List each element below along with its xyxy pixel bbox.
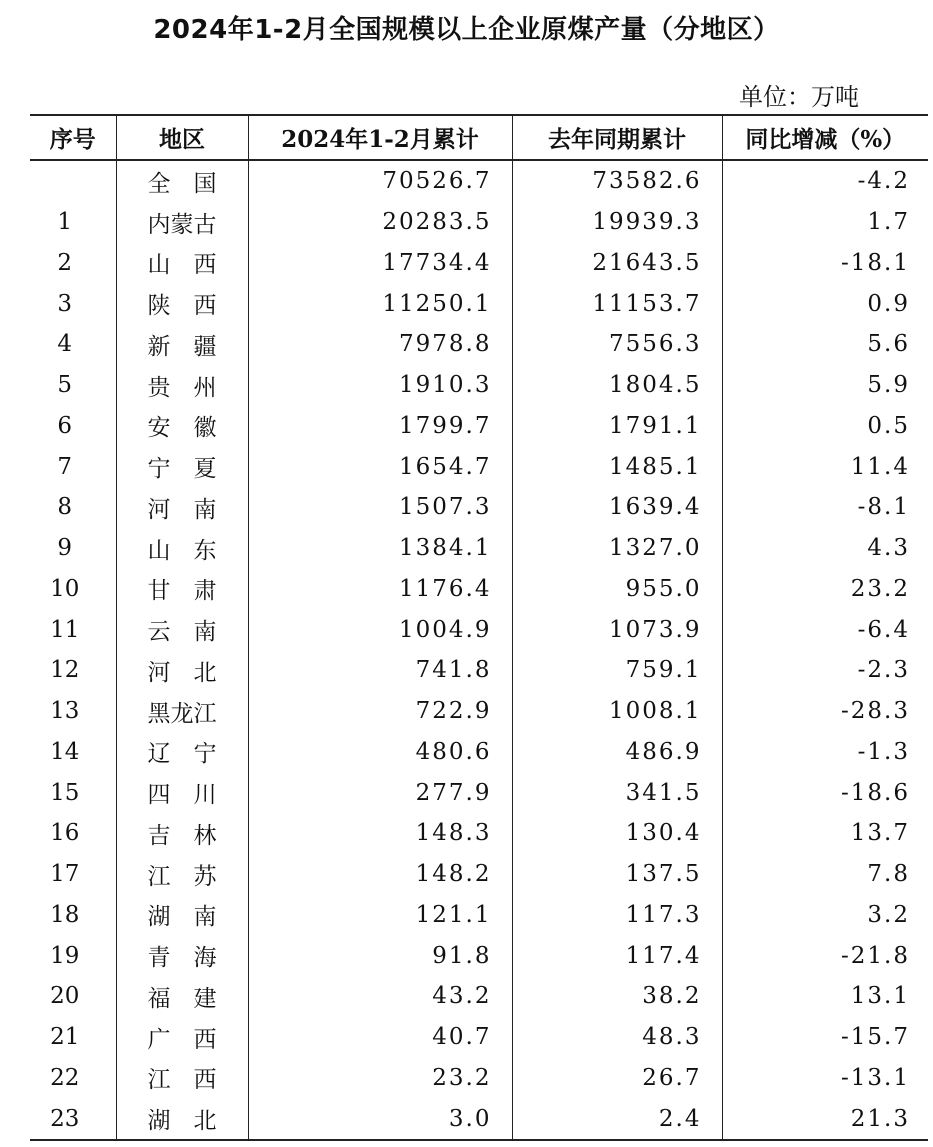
cell-seq: 8: [57, 494, 73, 521]
cell-seq: 11: [50, 616, 80, 643]
cell-seq: 10: [50, 575, 80, 602]
cell-change: 23.2: [722, 569, 928, 610]
cell-current: 1910.3: [248, 365, 512, 406]
cell-region: 黑龙江: [116, 691, 248, 732]
table-row: [30, 569, 928, 610]
cell-change: 3.2: [722, 895, 928, 936]
table-row: [30, 1098, 928, 1140]
cell-region: 四 川: [116, 772, 248, 813]
cell-region: 吉 林: [116, 813, 248, 854]
cell-current: 722.9: [248, 691, 512, 732]
header-seq: 序号: [30, 115, 116, 160]
cell-region: 云 南: [116, 609, 248, 650]
cell-change: 13.1: [722, 976, 928, 1017]
table-row: [30, 365, 928, 406]
cell-previous: 73582.6: [512, 160, 722, 202]
cell-seq: 23: [30, 1098, 116, 1140]
cell-change: 11.4: [722, 446, 928, 487]
cell-region: 全 国: [116, 160, 248, 202]
cell-previous: 1639.4: [512, 487, 722, 528]
cell-previous: 341.5: [512, 772, 722, 813]
cell-current: 1176.4: [248, 569, 512, 610]
header-change: 同比增减（%）: [722, 115, 928, 160]
table-row: [30, 935, 928, 976]
cell-previous: 48.3: [512, 1017, 722, 1058]
cell-seq: 1: [57, 209, 73, 236]
cell-change: -13.1: [722, 1058, 928, 1099]
table-row: [30, 895, 928, 936]
cell-previous: 2.4: [512, 1098, 722, 1140]
cell-current: 148.2: [248, 854, 512, 895]
cell-previous: 7556.3: [512, 324, 722, 365]
cell-current: 43.2: [248, 976, 512, 1017]
cell-current: 7978.8: [248, 324, 512, 365]
cell-region: 河 北: [116, 650, 248, 691]
cell-region: 湖 南: [116, 895, 248, 936]
cell-change: -8.1: [722, 487, 928, 528]
cell-change: 0.9: [722, 283, 928, 324]
cell-seq: 2: [57, 249, 73, 276]
header-current: 2024年1-2月累计: [248, 115, 512, 160]
production-table: [30, 114, 928, 1141]
cell-change: 13.7: [722, 813, 928, 854]
cell-seq: 6: [57, 412, 73, 439]
table-row: [30, 160, 928, 202]
table-row: [30, 732, 928, 773]
cell-current: 1799.7: [248, 406, 512, 447]
table-row: [30, 283, 928, 324]
cell-region: 陕 西: [116, 283, 248, 324]
cell-seq: 3: [57, 290, 73, 317]
cell-current: 121.1: [248, 895, 512, 936]
table-row: [30, 813, 928, 854]
cell-change: 4.3: [722, 528, 928, 569]
cell-region: 辽 宁: [116, 732, 248, 773]
cell-change: 5.6: [722, 324, 928, 365]
table-row: [30, 609, 928, 650]
cell-current: 1004.9: [248, 609, 512, 650]
cell-current: 40.7: [248, 1017, 512, 1058]
table-row: [30, 446, 928, 487]
cell-previous: 486.9: [512, 732, 722, 773]
cell-previous: 1791.1: [512, 406, 722, 447]
cell-region: 福 建: [116, 976, 248, 1017]
cell-seq: 22: [50, 1064, 80, 1091]
cell-change: -15.7: [722, 1017, 928, 1058]
table-row: [30, 406, 928, 447]
cell-seq: 18: [50, 901, 80, 928]
table-row: [30, 772, 928, 813]
cell-change: -2.3: [722, 650, 928, 691]
cell-current: 23.2: [248, 1058, 512, 1099]
header-region: 地区: [116, 115, 248, 160]
cell-current: 20283.5: [248, 202, 512, 243]
table-row: [30, 854, 928, 895]
cell-seq: 12: [50, 657, 80, 684]
cell-change: -28.3: [722, 691, 928, 732]
cell-change: 1.7: [722, 202, 928, 243]
cell-region: 安 徽: [116, 406, 248, 447]
table-row: [30, 202, 928, 243]
cell-previous: 955.0: [512, 569, 722, 610]
cell-region: 新 疆: [116, 324, 248, 365]
table-row: [30, 487, 928, 528]
cell-seq: 14: [50, 738, 80, 765]
cell-region: 河 南: [116, 487, 248, 528]
cell-region: 青 海: [116, 935, 248, 976]
cell-current: 3.0: [248, 1098, 512, 1140]
cell-previous: 1073.9: [512, 609, 722, 650]
header-previous: 去年同期累计: [512, 115, 722, 160]
cell-change: 5.9: [722, 365, 928, 406]
cell-current: 277.9: [248, 772, 512, 813]
cell-previous: 21643.5: [512, 243, 722, 284]
cell-current: 148.3: [248, 813, 512, 854]
cell-previous: 38.2: [512, 976, 722, 1017]
table-row: [30, 243, 928, 284]
cell-previous: 117.4: [512, 935, 722, 976]
cell-region: 甘 肃: [116, 569, 248, 610]
cell-previous: 26.7: [512, 1058, 722, 1099]
cell-current: 70526.7: [248, 160, 512, 202]
cell-seq: 7: [57, 453, 73, 480]
cell-current: 91.8: [248, 935, 512, 976]
cell-previous: 1008.1: [512, 691, 722, 732]
table-row: [30, 324, 928, 365]
cell-seq: 17: [50, 861, 80, 888]
cell-region: 江 西: [116, 1058, 248, 1099]
cell-current: 17734.4: [248, 243, 512, 284]
cell-current: 1507.3: [248, 487, 512, 528]
cell-seq: 4: [57, 331, 73, 358]
cell-current: 1384.1: [248, 528, 512, 569]
table-header-row: [30, 115, 928, 160]
cell-seq: 13: [50, 698, 80, 725]
cell-previous: 1485.1: [512, 446, 722, 487]
cell-change: 7.8: [722, 854, 928, 895]
cell-previous: 117.3: [512, 895, 722, 936]
cell-seq: [30, 160, 116, 202]
cell-previous: 19939.3: [512, 202, 722, 243]
cell-seq: 21: [50, 1024, 80, 1051]
table-row: [30, 650, 928, 691]
cell-previous: 759.1: [512, 650, 722, 691]
page-title: 2024年1-2月全国规模以上企业原煤产量（分地区）: [153, 15, 780, 45]
table-row: [30, 1058, 928, 1099]
cell-region: 湖 北: [116, 1098, 248, 1140]
cell-seq: 20: [50, 983, 80, 1010]
cell-change: -18.6: [722, 772, 928, 813]
table-row: [30, 691, 928, 732]
cell-seq: 15: [50, 779, 80, 806]
cell-change: 0.5: [722, 406, 928, 447]
table-row: [30, 976, 928, 1017]
cell-change: -21.8: [722, 935, 928, 976]
cell-region: 广 西: [116, 1017, 248, 1058]
cell-previous: 1804.5: [512, 365, 722, 406]
table-row: [30, 528, 928, 569]
cell-current: 1654.7: [248, 446, 512, 487]
cell-change: -1.3: [722, 732, 928, 773]
cell-seq: 19: [50, 942, 80, 969]
cell-change: -6.4: [722, 609, 928, 650]
cell-region: 山 西: [116, 243, 248, 284]
table-row: [30, 1017, 928, 1058]
cell-current: 11250.1: [248, 283, 512, 324]
cell-previous: 11153.7: [512, 283, 722, 324]
cell-current: 741.8: [248, 650, 512, 691]
cell-region: 内蒙古: [116, 202, 248, 243]
unit-label: 单位：万吨: [739, 83, 859, 111]
cell-region: 江 苏: [116, 854, 248, 895]
cell-change: -18.1: [722, 243, 928, 284]
cell-region: 贵 州: [116, 365, 248, 406]
cell-previous: 130.4: [512, 813, 722, 854]
table-body: [30, 160, 928, 1140]
cell-region: 山 东: [116, 528, 248, 569]
cell-change: 21.3: [722, 1098, 928, 1140]
cell-region: 宁 夏: [116, 446, 248, 487]
cell-seq: 5: [57, 372, 73, 399]
cell-seq: 9: [57, 535, 73, 562]
cell-current: 480.6: [248, 732, 512, 773]
cell-change: -4.2: [722, 160, 928, 202]
cell-seq: 16: [50, 820, 80, 847]
cell-previous: 137.5: [512, 854, 722, 895]
cell-previous: 1327.0: [512, 528, 722, 569]
